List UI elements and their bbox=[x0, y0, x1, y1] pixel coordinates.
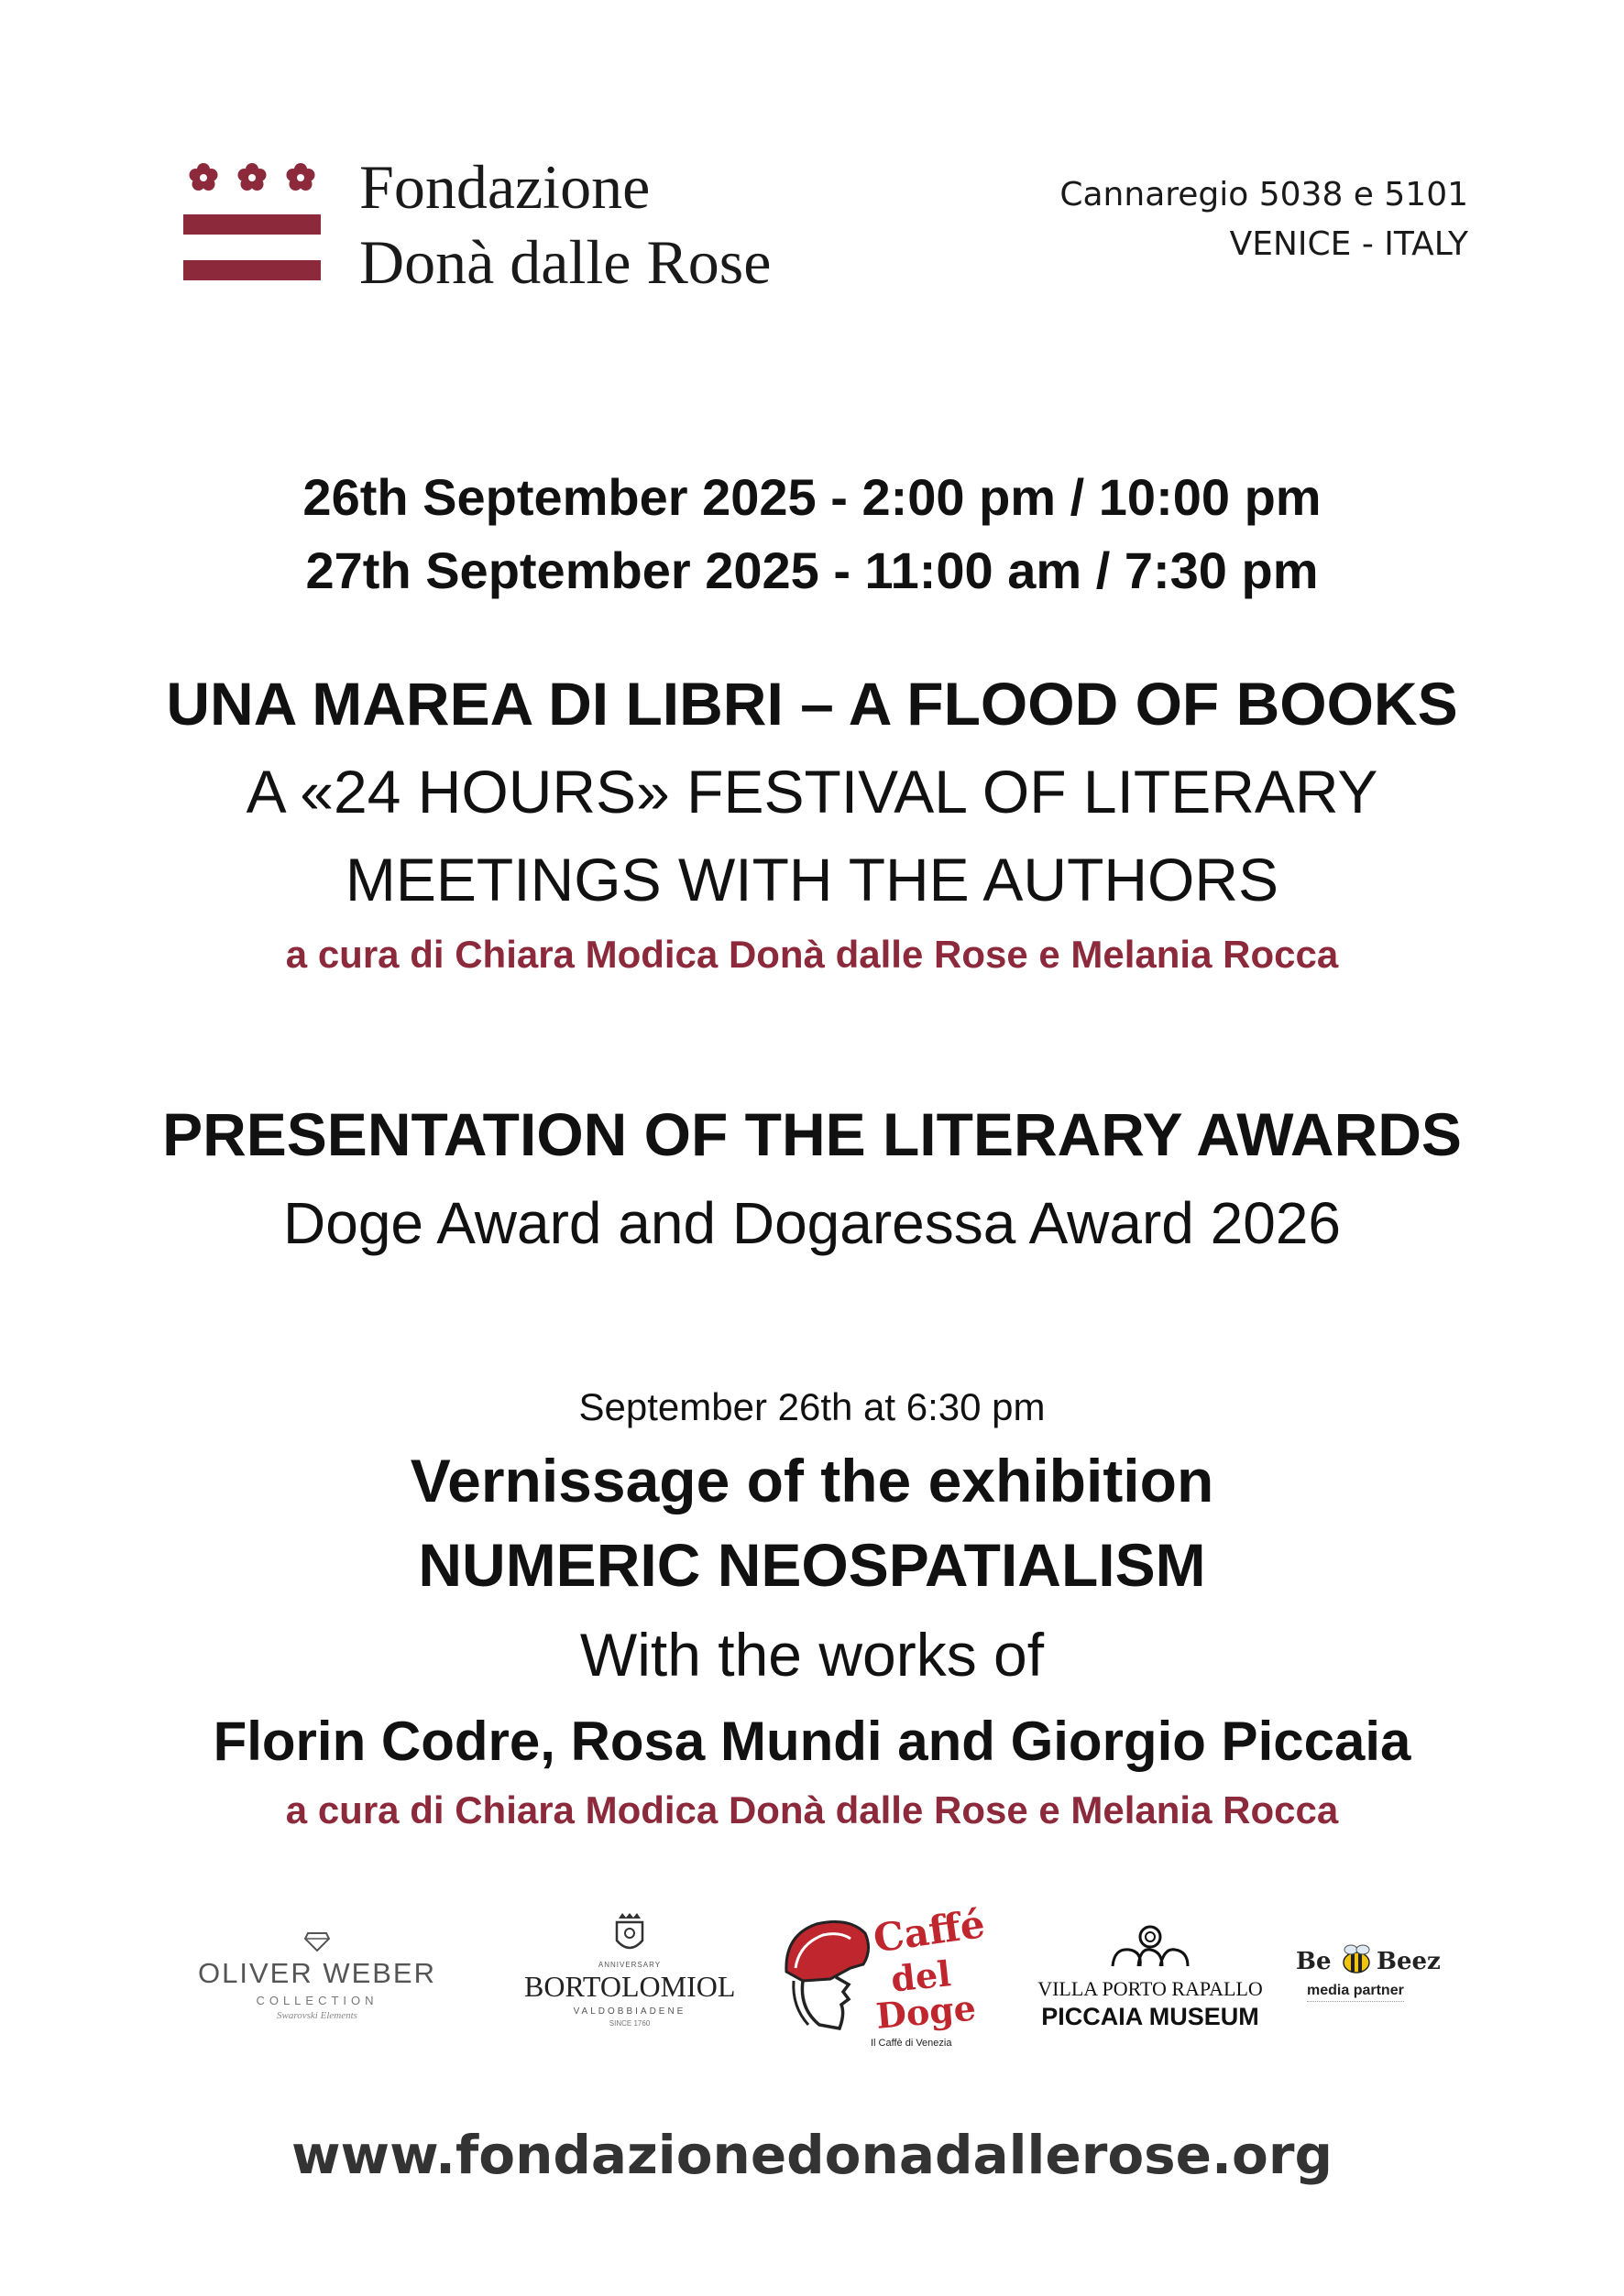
date-line-1: 26th September 2025 - 2:00 pm / 10:00 pm bbox=[302, 468, 1322, 526]
sponsor-oliver-weber-logo bbox=[180, 1931, 455, 2032]
awards-title: PRESENTATION OF THE LITERARY AWARDS bbox=[162, 1100, 1462, 1168]
exhibition-artists: Florin Codre, Rosa Mundi and Giorgio Piccaia bbox=[213, 1711, 1411, 1772]
bebeez-right: Beez bbox=[1377, 1948, 1441, 1975]
date-line-2: 27th September 2025 - 11:00 am / 7:30 pm bbox=[305, 541, 1319, 599]
bee-icon bbox=[1338, 1942, 1375, 1975]
exhibition-line3: With the works of bbox=[579, 1621, 1045, 1689]
festival-subtitle-1: A «24 HOURS» FESTIVAL OF LITERARY bbox=[246, 758, 1378, 825]
website-link[interactable]: www.fondazionedonadallerose.org bbox=[291, 2124, 1333, 2186]
caffe-tagline: Il Caffè di Venezia bbox=[871, 2038, 952, 2049]
sponsor-caffe-del-doge-logo bbox=[775, 1901, 988, 2049]
festival-title: UNA MAREA DI LIBRI – A FLOOD OF BOOKS bbox=[166, 670, 1458, 738]
exhibition-date: September 26th at 6:30 pm bbox=[578, 1385, 1046, 1428]
org-name-line2: Donà dalle Rose bbox=[359, 227, 772, 297]
doge-head-icon bbox=[775, 1917, 885, 2036]
bebeez-sub: media partner bbox=[1307, 1983, 1404, 2002]
oliver-weber-name: OLIVER WEBER bbox=[198, 1957, 436, 1989]
festival-curator: a cura di Chiara Modica Donà dalle Rose e Melania Rocca bbox=[285, 933, 1339, 976]
exhibition-line1: Vernissage of the exhibition bbox=[410, 1447, 1214, 1514]
sponsor-bortolomiol-logo bbox=[524, 1913, 735, 2032]
sponsor-piccaia-museum-logo bbox=[1036, 1924, 1265, 2034]
caffe-line3: Doge bbox=[874, 1986, 978, 2037]
rings-icon bbox=[1109, 1924, 1191, 1968]
bortolomiol-top: ANNIVERSARY bbox=[598, 1961, 662, 1969]
bortolomiol-name: BORTOLOMIOL bbox=[524, 1970, 736, 2003]
piccaia-museum-name: PICCAIA MUSEUM bbox=[1041, 2003, 1259, 2030]
address-line1: Cannaregio 5038 e 5101 bbox=[1059, 176, 1468, 213]
bortolomiol-since: SINCE 1760 bbox=[609, 2019, 651, 2028]
festival-subtitle-2: MEETINGS WITH THE AUTHORS bbox=[345, 846, 1279, 913]
exhibition-title: NUMERIC NEOSPATIALISM bbox=[418, 1531, 1206, 1599]
caffe-line2: del bbox=[889, 1952, 953, 2000]
oliver-weber-tagline: Swarovski Elements bbox=[277, 2010, 357, 2021]
bortolomiol-sub: VALDOBBIADENE bbox=[573, 2006, 686, 2017]
address-line2: VENICE - ITALY bbox=[1229, 225, 1468, 263]
foundation-logo-mark bbox=[183, 161, 321, 282]
oliver-weber-sub: COLLECTION bbox=[256, 1994, 379, 2007]
awards-subtitle: Doge Award and Dogaressa Award 2026 bbox=[283, 1190, 1341, 1256]
diamond-icon bbox=[304, 1931, 330, 1952]
org-name-line1: Fondazione bbox=[359, 152, 651, 222]
sponsor-bebeez-logo bbox=[1296, 1937, 1461, 2010]
exhibition-curator: a cura di Chiara Modica Donà dalle Rose e Melania Rocca bbox=[285, 1788, 1339, 1831]
villa-porto-name: VILLA PORTO RAPALLO bbox=[1037, 1977, 1263, 2000]
crest-icon bbox=[613, 1913, 646, 1957]
caffe-line1: Caffé bbox=[871, 1901, 988, 1962]
bebeez-left: Be bbox=[1296, 1948, 1332, 1975]
